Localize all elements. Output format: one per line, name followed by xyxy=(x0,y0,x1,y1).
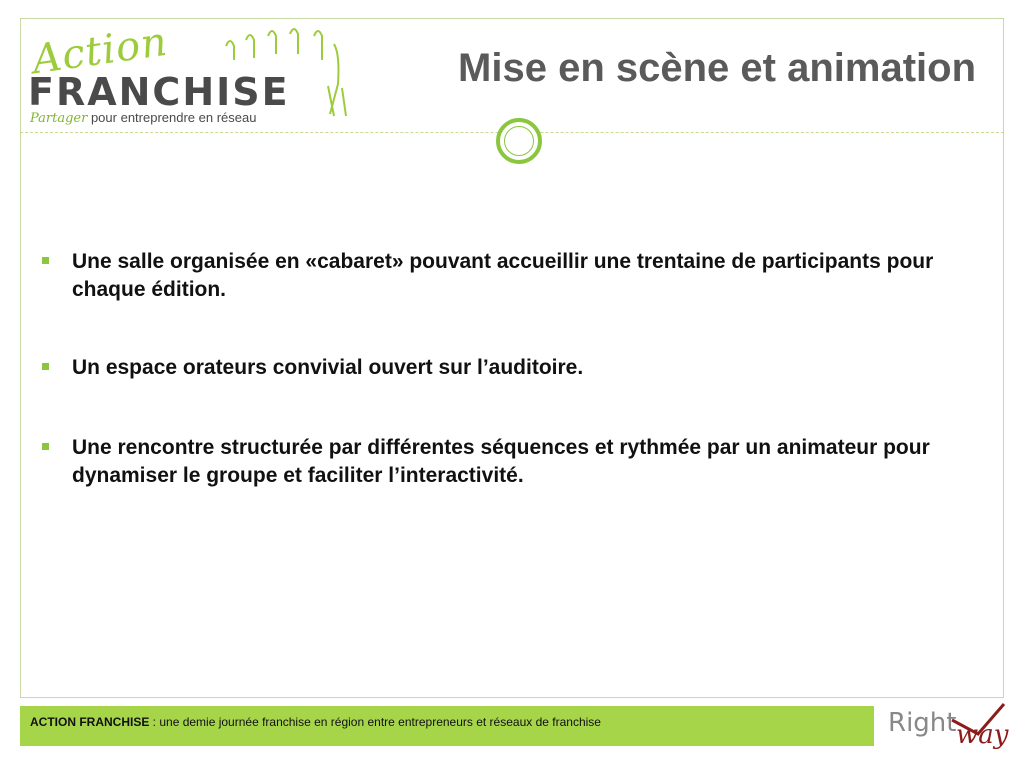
logo-tagline-rest: pour entreprendre en réseau xyxy=(87,110,257,125)
bullet-text: Un espace orateurs convivial ouvert sur l’auditoire. xyxy=(72,356,584,379)
people-figures-icon xyxy=(216,26,356,126)
rightway-way-text: way xyxy=(956,720,1009,750)
slide-title: Mise en scène et animation xyxy=(458,46,976,90)
rightway-right-text: Right xyxy=(888,708,957,738)
bullet-list xyxy=(42,248,952,490)
bullet-square-icon xyxy=(42,257,49,264)
footer-bar xyxy=(20,706,874,746)
bullet-item xyxy=(42,354,952,382)
logo-action-text: Action xyxy=(29,18,171,84)
bullet-square-icon xyxy=(42,443,49,450)
bullet-item xyxy=(42,248,952,304)
ring-ornament-icon xyxy=(496,118,542,164)
rightway-logo xyxy=(886,698,1010,754)
logo-tagline-emphasis: Partager xyxy=(30,111,88,126)
rightway-swoosh-icon xyxy=(886,698,1010,754)
bullet-text: Une rencontre structurée par différentes séquences et rythmée par un animateur pour dynamiser le groupe et faciliter l’interactivité. xyxy=(72,436,930,487)
bullet-square-icon xyxy=(42,363,49,370)
bullet-item xyxy=(42,434,952,490)
logo-franchise-text: FRANCHISE xyxy=(28,70,290,114)
bullet-text: Une salle organisée en «cabaret» pouvant accueillir une trentaine de participants pour chaque édition. xyxy=(72,250,934,301)
footer-text: : une demie journée franchise en région entre entrepreneurs et réseaux de franchise xyxy=(149,715,601,729)
action-franchise-logo xyxy=(26,18,356,130)
footer-brand: ACTION FRANCHISE xyxy=(30,715,150,729)
